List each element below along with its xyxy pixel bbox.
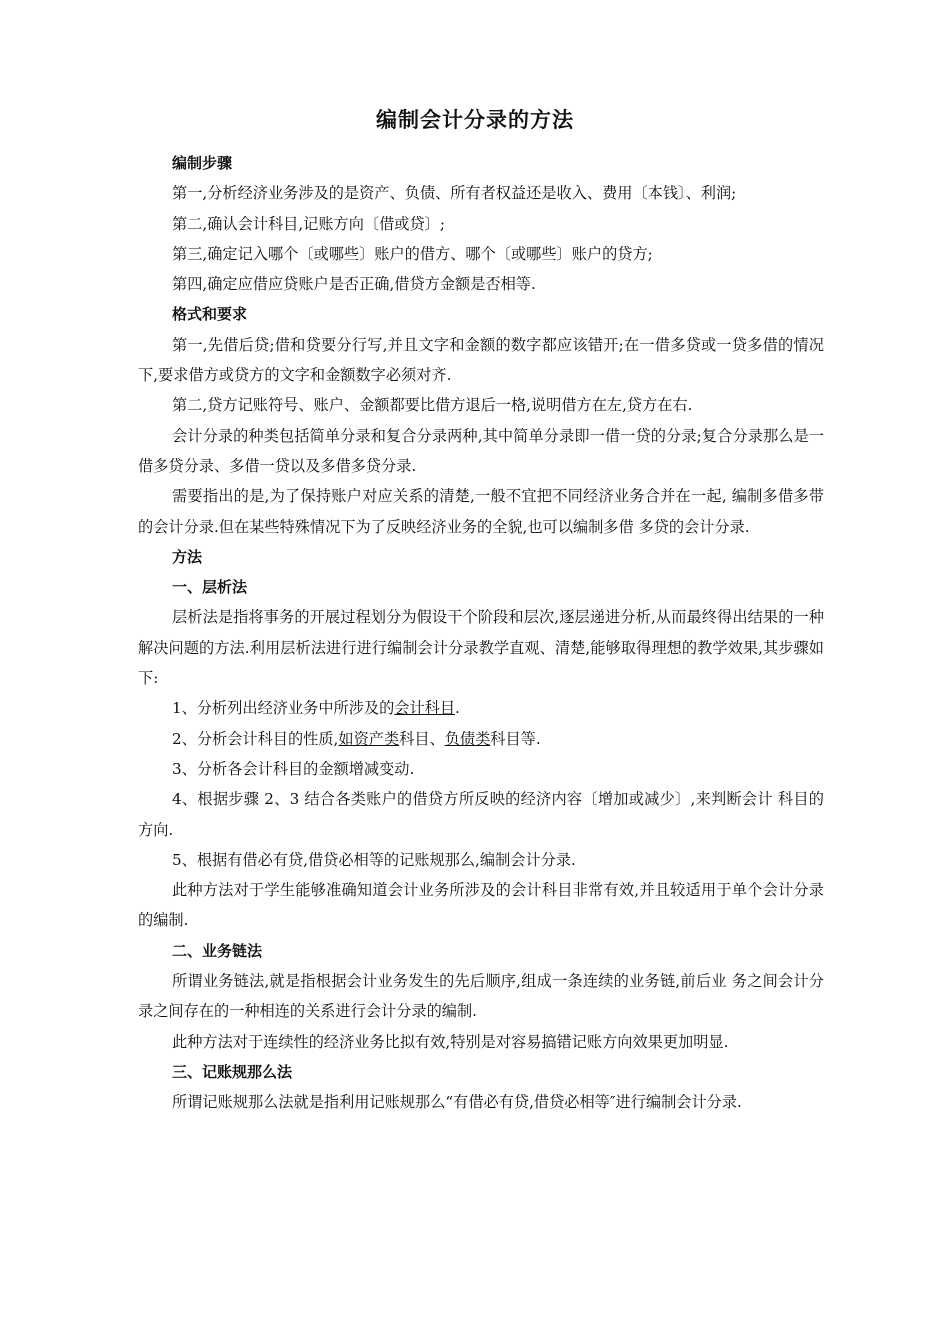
step-paragraph: 第一,分析经济业务涉及的是资产、负债、所有者权益还是收入、费用〔本钱〕、利润;: [172, 184, 737, 203]
subsection-heading-rule: 三、记账规那么法: [172, 1062, 293, 1081]
subsection-heading-layered: 一、层析法: [172, 578, 248, 597]
step-text: 科目等.: [490, 729, 541, 748]
asset-class-link[interactable]: 如资产类: [338, 729, 400, 748]
layered-step-3: 3、分析各会计科目的金额增减变动.: [172, 759, 415, 778]
accounting-subject-link[interactable]: 会计科目: [394, 699, 456, 718]
chain-intro-paragraph: 所谓业务链法,就是指根据会计业务发生的先后顺序,组成一条连续的业务链,前后业 务之间会计分录之间存在的一种相连的关系进行会计分录的编制.: [138, 972, 824, 1021]
layered-step-5: 5、根据有借必有贷,借贷必相等的记账规那么,编制会计分录.: [172, 850, 576, 869]
step-paragraph: 第四,确定应借应贷账户是否正确,借贷方金额是否相等.: [172, 275, 536, 294]
step-text: .: [455, 699, 460, 718]
step-paragraph: 第三,确定记入哪个〔或哪些〕账户的借方、哪个〔或哪些〕账户的贷方;: [172, 244, 653, 263]
layered-step-2: [138, 724, 824, 754]
section-heading-methods: 方法: [172, 547, 203, 566]
document-body: [138, 148, 824, 1118]
step-paragraph: 第二,确认会计科目,记账方向〔借或贷〕;: [172, 214, 445, 233]
layered-conclusion-paragraph: 此种方法对于学生能够准确知道会计业务所涉及的会计科目非常有效,并且较适用于单个会计分录的编制.: [138, 881, 824, 930]
format-paragraph: 第二,贷方记账符号、账户、金额都要比借方退后一格,说明借方在左,贷方在右.: [172, 396, 693, 415]
rule-intro-paragraph: 所谓记账规那么法就是指利用记账规那么“有借必有贷,借贷必相等″进行编制会计分录.: [172, 1093, 742, 1112]
layered-step-1: [138, 693, 824, 723]
subsection-heading-chain: 二、业务链法: [172, 941, 263, 960]
document-title: 编制会计分录的方法: [376, 108, 574, 132]
step-text: 科目、: [399, 729, 445, 748]
step-text: 1、分析列出经济业务中所涉及的: [172, 699, 395, 718]
step-text: 2、分析会计科目的性质,: [172, 729, 339, 748]
format-paragraph: 第一,先借后贷;借和贷要分行写,并且文字和金额的数字都应该错开;在一借多贷或一贷多借的情况下,要求借方或贷方的文字和金额数字必须对齐.: [138, 335, 824, 385]
section-heading-format: 格式和要求: [172, 305, 248, 324]
layered-step-4: 4、根据步骤 2、3 结合各类账户的借贷方所反映的经济内容〔增加或减少〕,来判断会计 科目的方向.: [138, 790, 824, 839]
layered-intro-paragraph: 层析法是指将事务的开展过程划分为假设干个阶段和层次,逐层递进分析,从而最终得出结果的一种解决问题的方法.利用层析法进行进行编制会计分录教学直观、清楚,能够取得理想的教学效果,其步骤如下:: [138, 608, 824, 688]
entry-types-paragraph: 会计分录的种类包括简单分录和复合分录两种,其中简单分录即一借一贷的分录;复合分录那么是一借多贷分录、多借一贷以及多借多贷分录.: [138, 426, 824, 475]
note-paragraph: 需要指出的是,为了保持账户对应关系的清楚,一般不宜把不同经济业务合并在一起, 编制多借多带的会计分录.但在某些特殊情况下为了反映经济业务的全貌,也可以编制多借 多贷的会计分录.: [138, 487, 824, 536]
chain-conclusion-paragraph: 此种方法对于连续性的经济业务比拟有效,特别是对容易搞错记账方向效果更加明显.: [172, 1032, 729, 1051]
section-heading-steps: 编制步骤: [172, 154, 233, 172]
liability-class-link[interactable]: 负债类: [444, 729, 491, 748]
